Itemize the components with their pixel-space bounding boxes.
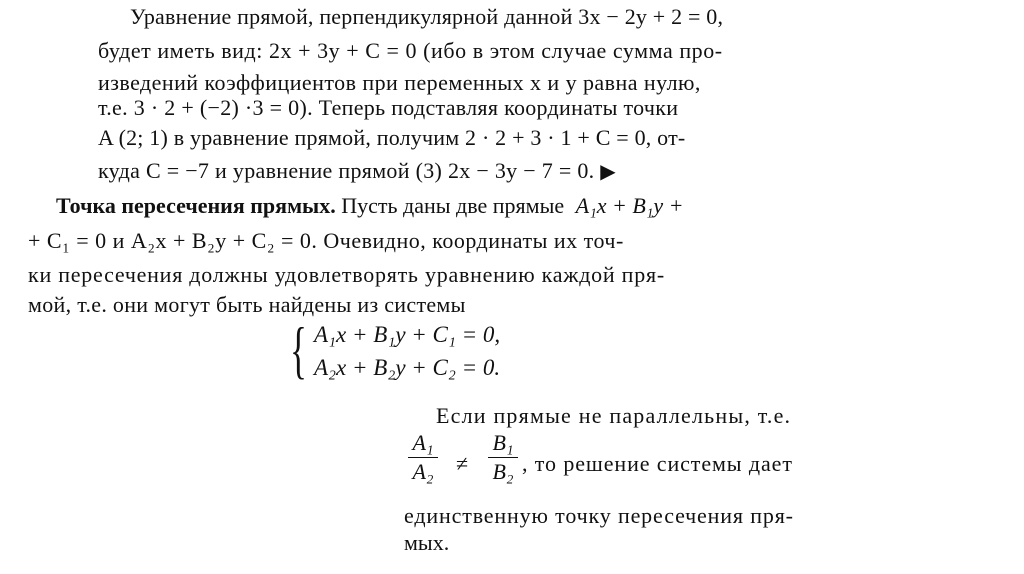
para1-line1: Уравнение прямой, перпендикулярной данной 3x − 2y + 2 = 0, (130, 4, 724, 29)
fraction-bar-2 (488, 457, 518, 458)
para3-line2: , то решение системы дает (522, 451, 793, 476)
para3-line3: единственную точку пересечения пря- (404, 503, 794, 528)
fraction-b1: B₁ (492, 430, 514, 455)
para2-line1-text: Пусть даны две прямые (335, 193, 570, 218)
system-equation-1: A₁x + B₁y + C₁ = 0, (314, 322, 501, 347)
system-brace: { (290, 314, 307, 385)
para2-line2: + C₁ = 0 и A₂x + B₂y + C₂ = 0. Очевидно, координаты их точ- (28, 228, 624, 253)
para3-line4: мых. (404, 530, 450, 555)
end-of-example-icon: ▶ (600, 159, 616, 183)
section-heading: Точка пересечения прямых. (56, 193, 336, 218)
fraction-a1: A₁ (412, 430, 434, 455)
para1-line2: будет иметь вид: 2x + 3y + C = 0 (ибо в этом случае сумма про- (98, 38, 723, 63)
system-equation-2: A₂x + B₂y + C₂ = 0. (314, 355, 501, 380)
para2-line3: ки пересечения должны удовлетворять уравнению каждой пря- (28, 262, 665, 287)
fraction-a2: A₂ (412, 459, 434, 484)
fraction-bar-1 (408, 457, 438, 458)
para2-line1-formula: A₁x + B₁y + (575, 193, 684, 218)
para3-line1: Если прямые не параллельны, т.е. (436, 403, 792, 428)
fraction-b2: B₂ (492, 459, 514, 484)
fraction-a1-a2 (408, 432, 438, 483)
para2-line4: мой, т.е. они могут быть найдены из системы (28, 292, 466, 317)
para1-line6-text: куда C = −7 и уравнение прямой (3) 2x − 3y − 7 = 0. (98, 158, 595, 183)
not-equal-sign: ≠ (456, 451, 469, 476)
para2-line1 (56, 195, 684, 217)
para1-line4: т.е. 3 · 2 + (−2) ·3 = 0). Теперь подставляя координаты точки (98, 95, 679, 120)
para1-line6 (98, 160, 616, 182)
para1-line3: изведений коэффициентов при переменных x и y равна нулю, (98, 70, 701, 95)
fraction-b1-b2 (488, 432, 518, 483)
para1-line5: A (2; 1) в уравнение прямой, получим 2 · 2 + 3 · 1 + C = 0, от- (98, 125, 686, 150)
